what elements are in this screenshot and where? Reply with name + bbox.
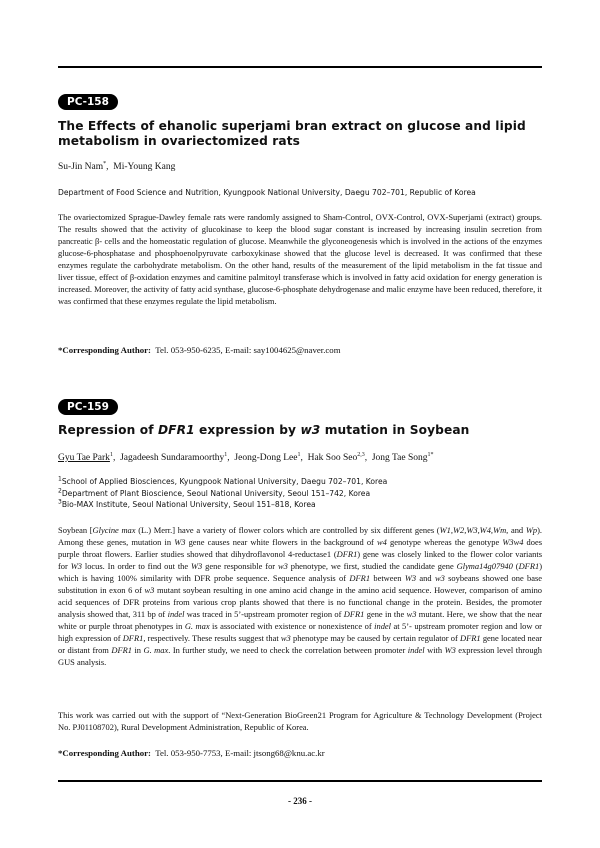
abstract: Soybean [Glycine max (L.) Merr.] have a variety of flower colors which are controlled by six different genes (W1,W2,W3,W4,Wm, and Wp). Among these genes, mutation in W3 gene causes near white flowers in the background of w4 genotype whereas the genotype W3w4 does purple throat flowers. Earlier studies showed that dihydroflavonol 4-reductase1 (DFR1) gene was closely linked to the flower color variants for W3 locus. In order to find out the W3 gene responsible for w3 phenotype, we first, studied the candidate gene Glyma14g07940 (DFR1) which is having 100% similarity with DFR probe sequence. Sequence analysis of DFR1 between W3 and w3 soybeans showed one base substitution in exon 6 of w3 mutant soybean resulting in one amino acid change in the amino acid sequence. However, comparison of amino acid sequences of DFR proteins from various crop plants showed that there is no functional change in the protein. Besides, the promoter analysis showed that, 311 bp of indel was traced in 5’-upstream promoter region of DFR1 gene in the w3 mutant. Here, we show that the near white or purple throat phenotypes in G. max is associated with existence or nonexistence of indel at 5’- upstream promoter region and low or high expression of DFR1, respectively. These results suggest that w3 phenotype may be caused by certain regulator of DFR1 gene located near or distant from DFR1 in G. max. In further study, we need to check the correlation between promoter indel with W3 expression level through GUS analysis. xyxy=(58,525,543,667)
author-list: Su-Jin Nam*, Mi-Young Kang xyxy=(58,160,176,172)
article-id-badge: PC-159 xyxy=(58,399,118,415)
affiliation: $^3$Bio-MAX Institute, Seoul National University, Seoul 151–818, Korea xyxy=(58,498,316,509)
author-sup: 2,3 xyxy=(357,451,365,458)
title-gene: DFR1 xyxy=(157,423,195,437)
author-name: Su-Jin Nam xyxy=(58,162,104,172)
corresponding-author xyxy=(58,747,542,759)
page-number: - 236 - xyxy=(288,796,312,806)
author-name: Hak Soo Seo xyxy=(307,453,358,463)
author-name: Mi-Young Kang xyxy=(113,162,176,172)
author-sup: 1 xyxy=(297,451,301,458)
corresponding-contact: Tel. 053-950-7753, E-mail: jtsong68@knu.ac.kr xyxy=(155,748,325,758)
affiliation-list xyxy=(58,476,548,511)
title-part: Repression of xyxy=(58,423,158,437)
article-id-badge: PC-158 xyxy=(58,94,118,110)
affiliation-sup: 2 xyxy=(58,486,62,494)
title-part: mutation in Soybean xyxy=(320,423,470,437)
author-sup: 1 xyxy=(109,451,113,458)
article-title: The Effects of ehanolic superjami bran extract on glucose and lipid metabolism in ovariectomized rats xyxy=(58,119,526,148)
bottom-rule xyxy=(58,780,542,782)
affiliation-sup: 1 xyxy=(58,475,62,483)
author-sup: 1* xyxy=(427,451,434,458)
author-list: Gyu Tae Park$^1$, Jagadeesh Sundaramoorthy$^1$, Jeong-Dong Lee$^1$, Hak Soo Seo$^{2,3}$, Jong Tae Song$^{1*}$ xyxy=(58,451,434,463)
title-gene: w3 xyxy=(300,423,321,437)
corresponding-author xyxy=(58,344,542,356)
affiliation-sup: 3 xyxy=(58,498,62,506)
abstract: The ovariectomized Sprague-Dawley female rats were randomly assigned to Sham-Control, OVX-Control, OVX-Superjami (extract) groups. The results showed that the activity of glucokinase to keep the blood sugar constant is increased by increasing insulin secretion from pancreatic β- cells and the homeostatic regulation of glucose. Meanwhile the glyconeogenesis which is involved in the actions of the enzymes glucose-6-phosphatase and phosphoenolpyruvate carboxykinase showed that the glucose level is decreased. It was confirmed that these enzymes regulate the carbohydrate metabolism. On the other hand, results of the measurement of the lipid metabolism in the fat tissue and liver tissue, effect of β-oxidation enzymes and camitine palmitoyl transferase which is involved in fatty acid oxidation for energy generation is increased. Moreover, the activity of fatty acid synthase, glucose-6-phosphate dehydrogenase and malic enzyme have been reduced, therefore, it was confirmed that these enzymes regulate the lipid metabolism. xyxy=(58,212,542,306)
affiliation: $^2$Department of Plant Bioscience, Seoul National University, Seoul 151–742, Korea xyxy=(58,486,371,498)
corresponding-contact: Tel. 053-950-6235, E-mail: say1004625@naver.com xyxy=(155,345,341,355)
author-sup: 1 xyxy=(224,451,228,458)
author-name: Jeong-Dong Lee xyxy=(234,453,298,463)
title-part: expression by xyxy=(194,423,301,437)
corresponding-label: *Corresponding Author: xyxy=(58,345,151,355)
author-name: Gyu Tae Park xyxy=(58,453,110,463)
top-rule xyxy=(58,66,542,68)
affiliation: Department of Food Science and Nutrition, Kyungpook National University, Daegu 702–701, Republic of Korea xyxy=(58,188,476,197)
corresponding-label: *Corresponding Author: xyxy=(58,748,151,758)
acknowledgement: This work was carried out with the support of “Next-Generation BioGreen21 Program for Agriculture & Technology Development (Project No. PJ01108702), Rural Development Administration, Republic of Korea. xyxy=(58,710,542,732)
author-name: Jagadeesh Sundaramoorthy xyxy=(120,453,225,463)
affiliation: $^1$School of Applied Biosciences, Kyungpook National University, Daegu 702–701, Korea xyxy=(58,475,388,486)
article-title xyxy=(58,423,548,438)
author-sup: * xyxy=(103,160,107,167)
author-name: Jong Tae Song xyxy=(371,453,428,463)
